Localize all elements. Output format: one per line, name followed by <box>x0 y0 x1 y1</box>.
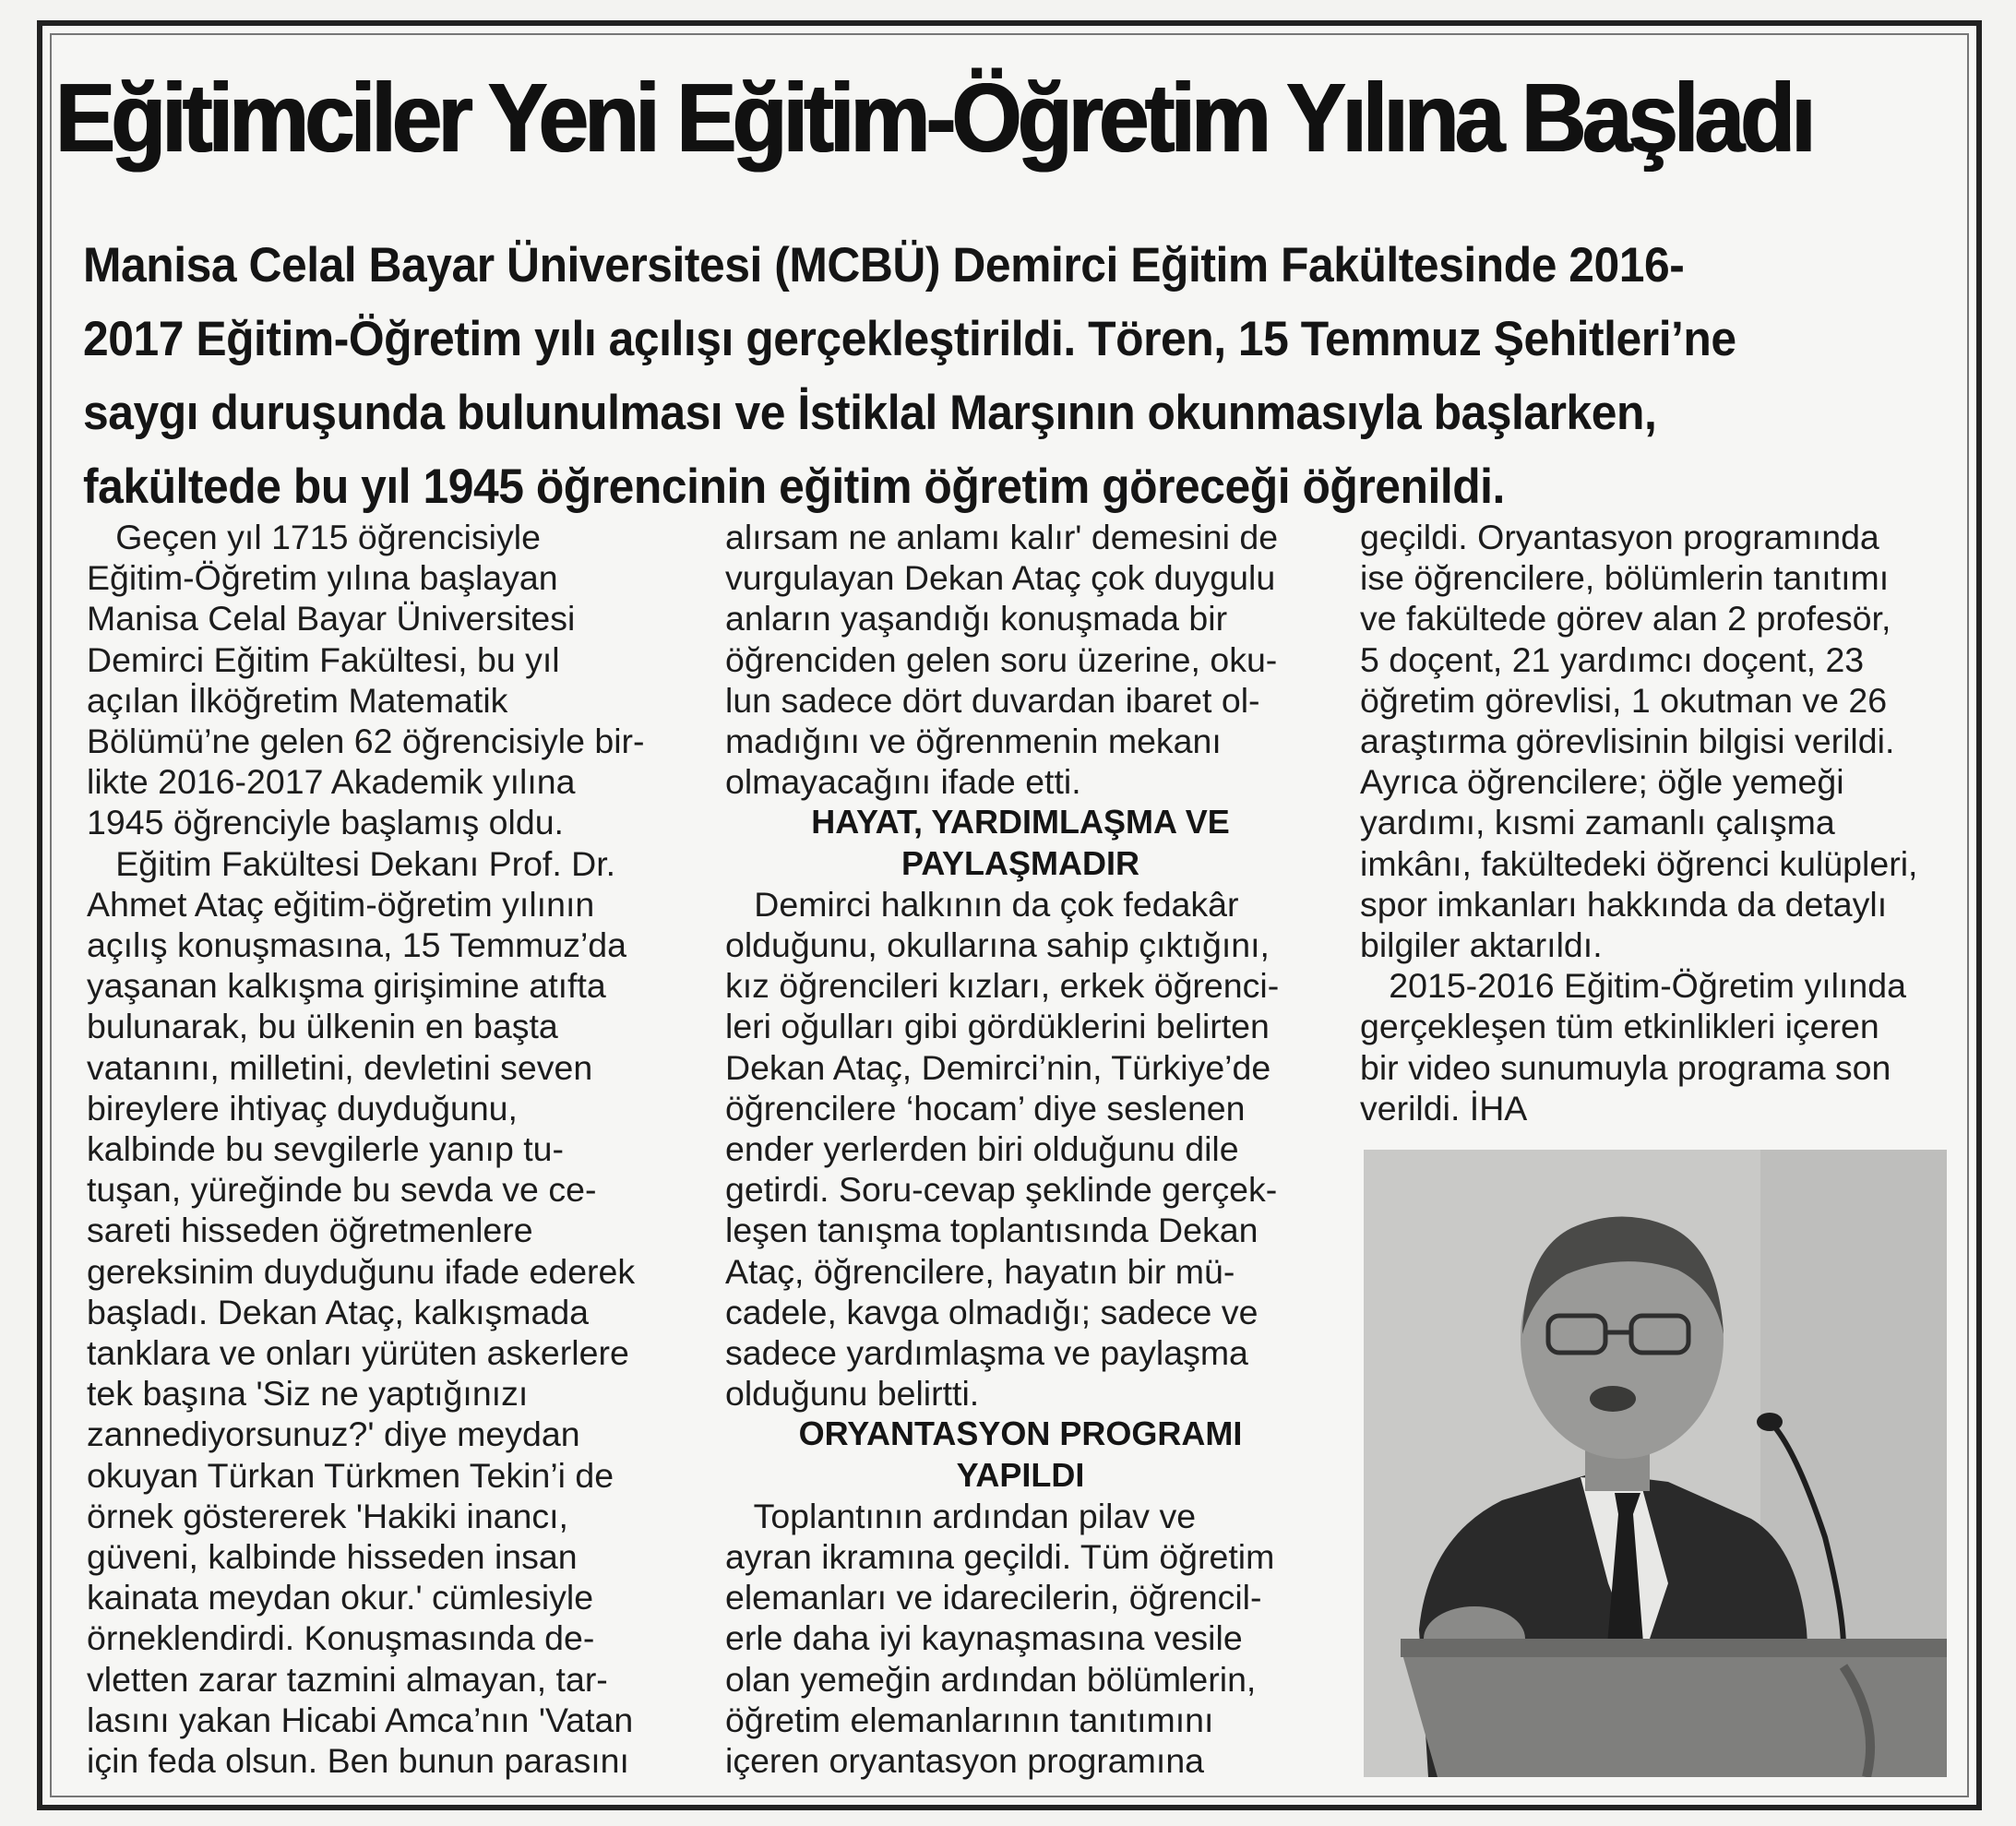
body-line: ayran ikramına geçildi. Tüm öğretim <box>725 1537 1275 1577</box>
body-line: Toplantının ardından pilav ve <box>725 1496 1197 1535</box>
body-line: örnek göstererek 'Hakiki inancı, <box>87 1496 568 1535</box>
body-line: elemanları ve idarecilerin, öğrencil- <box>725 1578 1262 1617</box>
body-line: Eğitim-Öğretim yılına başlayan <box>87 558 558 598</box>
body-line: 1945 öğrenciyle başlamış oldu. <box>87 803 564 842</box>
body-line: 5 doçent, 21 yardımcı doçent, 23 <box>1360 639 1865 679</box>
body-line: gerçekleşen tüm etkinlikleri içeren <box>1360 1007 1879 1046</box>
body-line: bir video sunumuyla programa son <box>1360 1047 1891 1087</box>
body-line: Ayrıca öğrencilere; öğle yemeği <box>1360 762 1844 802</box>
article-lead <box>83 229 1965 524</box>
body-line: Ataç, öğrencilere, hayatın bir mü- <box>725 1251 1235 1291</box>
body-line: anların yaşandığı konuşmada bir <box>725 599 1228 639</box>
body-line: vletten zarar tazmini almayan, tar- <box>87 1659 608 1699</box>
body-line: alırsam ne anlamı kalır' demesini de <box>725 518 1279 556</box>
body-line: tek başına 'Siz ne yaptığınızı <box>87 1374 529 1414</box>
body-line: geçildi. Oryantasyon programında <box>1360 518 1879 556</box>
lead-line: Manisa Celal Bayar Üniversitesi (MCBÜ) Demirci Eğitim Fakültesinde 2016- <box>83 238 1685 292</box>
body-line: kalbinde bu sevgilerle yanıp tu- <box>87 1129 564 1169</box>
body-line: Demirci Eğitim Fakültesi, bu yıl <box>87 639 560 679</box>
body-line: kız öğrencileri kızları, erkek öğrenci- <box>725 966 1280 1006</box>
body-line: bulunarak, bu ülkenin en başta <box>87 1007 558 1046</box>
body-line: bilgiler aktarıldı. <box>1360 925 1603 965</box>
body-line: için feda olsun. Ben bunun parasını <box>87 1741 629 1781</box>
body-line: içeren oryantasyon programına <box>725 1741 1205 1781</box>
body-line: açılan İlköğretim Matematik <box>87 680 508 720</box>
body-line: zannediyorsunuz?' diye meydan <box>87 1414 580 1454</box>
section-subheading: ORYANTASYON PROGRAMI <box>798 1414 1243 1453</box>
body-line: ise öğrencilere, bölümlerin tanıtımı <box>1360 558 1890 598</box>
body-line: öğrencilere ‘hocam’ diye seslenen <box>725 1088 1246 1128</box>
body-line: Manisa Celal Bayar Üniversitesi <box>87 599 576 639</box>
section-subheading: HAYAT, YARDIMLAŞMA VE <box>811 803 1230 841</box>
body-line: cadele, kavga olmadığı; sadece ve <box>725 1292 1259 1331</box>
body-line: vatanını, milletini, devletini seven <box>87 1047 593 1087</box>
lead-line: fakültede bu yıl 1945 öğrencinin eğitim öğretim göreceği öğrenildi. <box>83 459 1505 514</box>
body-line: Bölümü’ne gelen 62 öğrencisiyle bir- <box>87 722 645 761</box>
body-line: olduğunu belirtti. <box>725 1374 980 1414</box>
body-line: örneklendirdi. Konuşmasında de- <box>87 1618 595 1658</box>
body-line: gereksinim duyduğunu ifade ederek <box>87 1251 636 1291</box>
body-line: öğrenciden gelen soru üzerine, oku- <box>725 639 1278 679</box>
body-line: olduğunu, okullarına sahip çıktığını, <box>725 925 1270 965</box>
body-line: verildi. İHA <box>1360 1088 1528 1128</box>
section-subheading: YAPILDI <box>956 1455 1085 1494</box>
body-line: Dekan Ataç, Demirci’nin, Türkiye’de <box>725 1047 1271 1087</box>
body-line: spor imkanları hakkında da detaylı <box>1360 884 1888 924</box>
body-line: leri oğulları gibi gördüklerini belirten <box>725 1007 1270 1046</box>
body-line: lasını yakan Hicabi Amca’nın 'Vatan <box>87 1700 634 1739</box>
section-subheading: PAYLAŞMADIR <box>901 843 1140 882</box>
body-line: olmayacağını ifade etti. <box>725 762 1081 802</box>
body-line: vurgulayan Dekan Ataç çok duygulu <box>725 558 1276 598</box>
body-line: Geçen yıl 1715 öğrencisiyle <box>87 518 541 556</box>
body-line: tuşan, yüreğinde bu sevda ve ce- <box>87 1170 597 1210</box>
body-line: bireylere ihtiyaç duyduğunu, <box>87 1088 518 1128</box>
speaker-photo-illustration <box>1364 1150 1947 1777</box>
body-line: lun sadece dört duvardan ibaret ol- <box>725 680 1260 720</box>
body-line: Ahmet Ataç eğitim-öğretim yılının <box>87 884 595 924</box>
body-line: öğretim elemanlarının tanıtımını <box>725 1700 1214 1739</box>
body-line: likte 2016-2017 Akademik yılına <box>87 762 576 802</box>
body-line: yaşanan kalkışma girişimine atıfta <box>87 966 606 1006</box>
body-line: Eğitim Fakültesi Dekanı Prof. Dr. <box>87 843 616 883</box>
body-line: getirdi. Soru-cevap şeklinde gerçek- <box>725 1170 1278 1210</box>
article-column-1 <box>87 517 696 1781</box>
body-line: sareti hisseden öğretmenlere <box>87 1211 533 1250</box>
body-line: okuyan Türkan Türkmen Tekin’i de <box>87 1455 614 1495</box>
article-headline: Eğitimciler Yeni Eğitim-Öğretim Yılına Başladı <box>55 64 1812 173</box>
body-line: imkânı, fakültedeki öğrenci kulüpleri, <box>1360 843 1918 883</box>
article-column-2 <box>725 517 1316 1781</box>
lead-line: saygı duruşunda bulunulması ve İstiklal Marşının okunmasıyla başlarken, <box>83 386 1657 440</box>
body-line: madığını ve öğrenmenin mekanı <box>725 722 1222 761</box>
article-column-3 <box>1360 517 1969 1128</box>
body-line: Demirci halkının da çok fedakâr <box>725 884 1239 924</box>
body-line: öğretim görevlisi, 1 okutman ve 26 <box>1360 680 1888 720</box>
body-line: tanklara ve onları yürüten askerlere <box>87 1333 629 1373</box>
body-line: yardımı, kısmi zamanlı çalışma <box>1360 803 1835 842</box>
body-line: kainata meydan okur.' cümlesiyle <box>87 1578 594 1617</box>
body-line: ender yerlerden biri olduğunu dile <box>725 1129 1239 1169</box>
speaker-photo <box>1364 1150 1947 1777</box>
body-line: ve fakültede görev alan 2 profesör, <box>1360 599 1891 639</box>
lead-line: 2017 Eğitim-Öğretim yılı açılışı gerçekleştirildi. Tören, 15 Temmuz Şehitleri’ne <box>83 312 1736 366</box>
body-line: araştırma görevlisinin bilgisi verildi. <box>1360 722 1895 761</box>
body-line: 2015-2016 Eğitim-Öğretim yılında <box>1360 966 1906 1006</box>
body-line: olan yemeğin ardından bölümlerin, <box>725 1659 1257 1699</box>
body-line: erle daha iyi kaynaşmasına vesile <box>725 1618 1243 1658</box>
body-line: güveni, kalbinde hisseden insan <box>87 1537 578 1577</box>
body-line: sadece yardımlaşma ve paylaşma <box>725 1333 1248 1373</box>
body-line: başladı. Dekan Ataç, kalkışmada <box>87 1292 590 1331</box>
body-line: açılış konuşmasına, 15 Temmuz’da <box>87 925 627 965</box>
body-line: leşen tanışma toplantısında Dekan <box>725 1211 1259 1250</box>
